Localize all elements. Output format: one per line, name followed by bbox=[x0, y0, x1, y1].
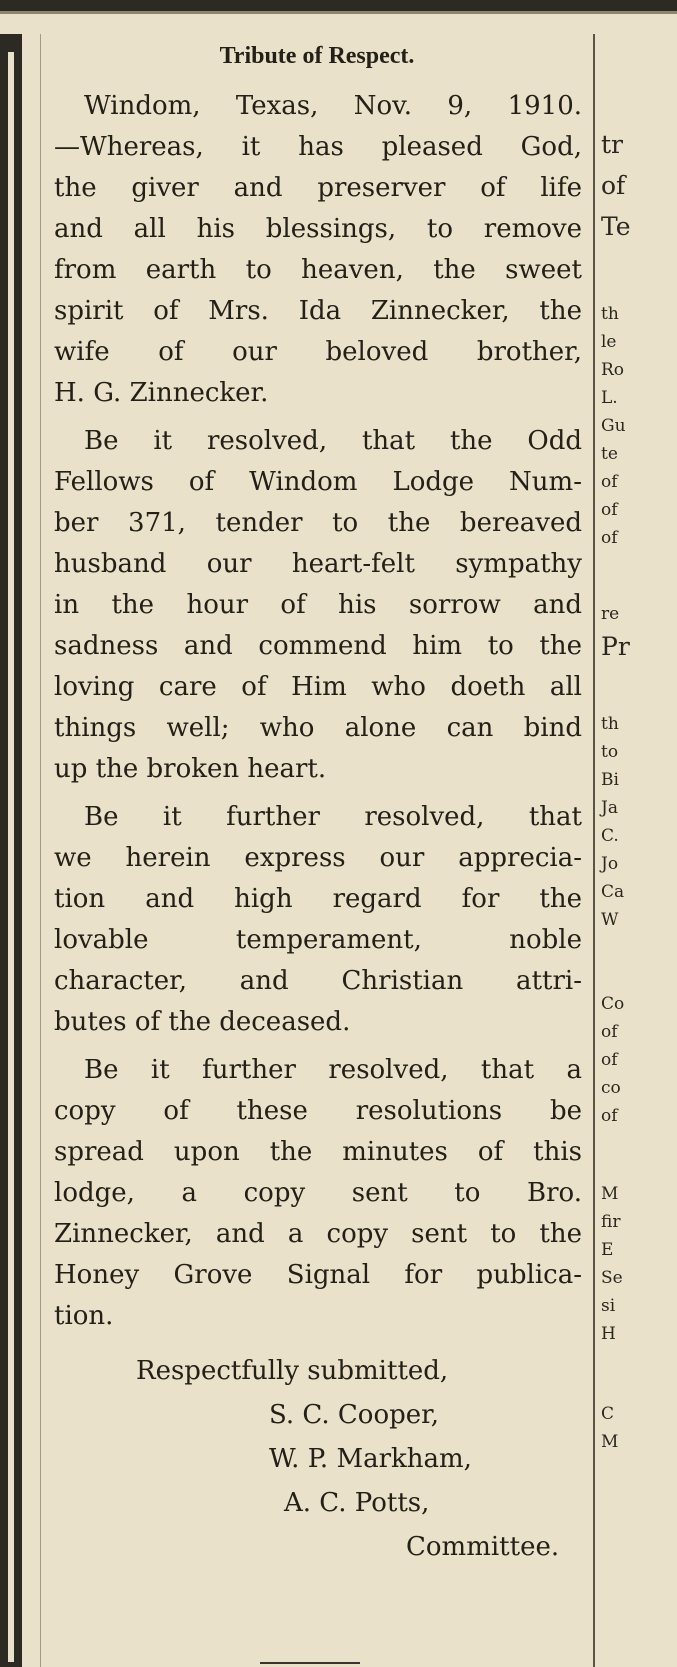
signer-name: A. C. Potts, bbox=[284, 1488, 430, 1518]
adjacent-fragment: C. bbox=[601, 826, 619, 846]
article-line: ber 371, tender to the bereaved bbox=[54, 508, 582, 538]
article-line: from earth to heaven, the sweet bbox=[54, 255, 582, 285]
adjacent-fragment: Jo bbox=[601, 854, 619, 874]
article-line: loving care of Him who doeth all bbox=[54, 672, 582, 702]
article-line: and all his blessings, to remove bbox=[54, 214, 582, 244]
adjacent-fragment: le bbox=[601, 332, 617, 352]
adjacent-fragment: Gu bbox=[601, 416, 626, 436]
article-line: Be it resolved, that the Odd bbox=[84, 426, 582, 456]
article-title: Tribute of Respect. bbox=[219, 43, 415, 69]
top-border bbox=[0, 0, 677, 11]
article-line: lovable temperament, noble bbox=[54, 925, 582, 955]
article-line: up the broken heart. bbox=[54, 754, 327, 784]
article-line: H. G. Zinnecker. bbox=[54, 378, 269, 408]
article-line: Be it further resolved, that bbox=[84, 802, 582, 832]
article-line: sadness and commend him to the bbox=[54, 631, 582, 661]
adjacent-fragment: M bbox=[601, 1184, 619, 1204]
article-line: lodge, a copy sent to Bro. bbox=[54, 1178, 582, 1208]
end-rule bbox=[260, 1662, 360, 1664]
adjacent-fragment: of bbox=[601, 171, 626, 200]
adjacent-fragment: Ca bbox=[601, 882, 625, 902]
adjacent-fragment: re bbox=[601, 604, 620, 624]
article-line: the giver and preserver of life bbox=[54, 173, 582, 203]
article-line: Zinnecker, and a copy sent to the bbox=[54, 1219, 582, 1249]
article-line: spirit of Mrs. Ida Zinnecker, the bbox=[54, 296, 582, 326]
article-line: Be it further resolved, that a bbox=[84, 1055, 582, 1085]
article-line: husband our heart-felt sympathy bbox=[54, 549, 582, 579]
adjacent-fragment: Co bbox=[601, 994, 625, 1014]
adjacent-fragment: te bbox=[601, 444, 618, 464]
adjacent-fragment: W bbox=[601, 910, 619, 930]
article-line: things well; who alone can bind bbox=[54, 713, 582, 743]
adjacent-fragment: fir bbox=[601, 1212, 621, 1232]
article-line: Honey Grove Signal for publica- bbox=[54, 1260, 582, 1290]
adjacent-fragment: E bbox=[601, 1240, 614, 1260]
committee-label: Committee. bbox=[406, 1532, 560, 1562]
article-line: character, and Christian attri- bbox=[54, 966, 582, 996]
signer-name: S. C. Cooper, bbox=[269, 1400, 439, 1430]
article-line: —Whereas, it has pleased God, bbox=[54, 132, 582, 162]
adjacent-fragment: th bbox=[601, 714, 619, 734]
adjacent-fragment: co bbox=[601, 1078, 621, 1098]
left-border-inner bbox=[8, 52, 14, 1662]
adjacent-fragment: of bbox=[601, 1106, 618, 1126]
adjacent-fragment: Ro bbox=[601, 360, 625, 380]
adjacent-fragment: of bbox=[601, 1050, 618, 1070]
adjacent-fragment: L. bbox=[601, 388, 618, 408]
column-rule-right bbox=[593, 34, 595, 1667]
article-line: spread upon the minutes of this bbox=[54, 1137, 582, 1167]
adjacent-fragment: H bbox=[601, 1324, 616, 1344]
adjacent-fragment: C bbox=[601, 1404, 615, 1424]
adjacent-fragment: Pr bbox=[601, 632, 630, 661]
adjacent-fragment: of bbox=[601, 472, 618, 492]
adjacent-fragment: M bbox=[601, 1432, 619, 1452]
adjacent-fragment: to bbox=[601, 742, 619, 762]
article-line: in the hour of his sorrow and bbox=[54, 590, 582, 620]
closing-line: Respectfully submitted, bbox=[136, 1356, 449, 1386]
adjacent-fragment: si bbox=[601, 1296, 616, 1316]
adjacent-fragment: th bbox=[601, 304, 619, 324]
article-line: we herein express our apprecia- bbox=[54, 843, 582, 873]
adjacent-fragment: Ja bbox=[601, 798, 618, 818]
article-line: butes of the deceased. bbox=[54, 1007, 351, 1037]
adjacent-fragment: of bbox=[601, 1022, 618, 1042]
top-border-shadow bbox=[0, 11, 677, 14]
article-line: Windom, Texas, Nov. 9, 1910. bbox=[84, 91, 582, 121]
adjacent-fragment: Te bbox=[601, 212, 631, 241]
adjacent-fragment: of bbox=[601, 500, 618, 520]
adjacent-fragment: tr bbox=[601, 130, 623, 159]
adjacent-fragment: Bi bbox=[601, 770, 619, 790]
article-line: copy of these resolutions be bbox=[54, 1096, 582, 1126]
article-line: Fellows of Windom Lodge Num- bbox=[54, 467, 582, 497]
article-line: tion and high regard for the bbox=[54, 884, 582, 914]
column-rule-left bbox=[40, 34, 41, 1667]
adjacent-fragment: Se bbox=[601, 1268, 623, 1288]
article-line: wife of our beloved brother, bbox=[54, 337, 582, 367]
adjacent-fragment: of bbox=[601, 528, 618, 548]
signer-name: W. P. Markham, bbox=[269, 1444, 472, 1474]
article-line: tion. bbox=[54, 1301, 114, 1331]
